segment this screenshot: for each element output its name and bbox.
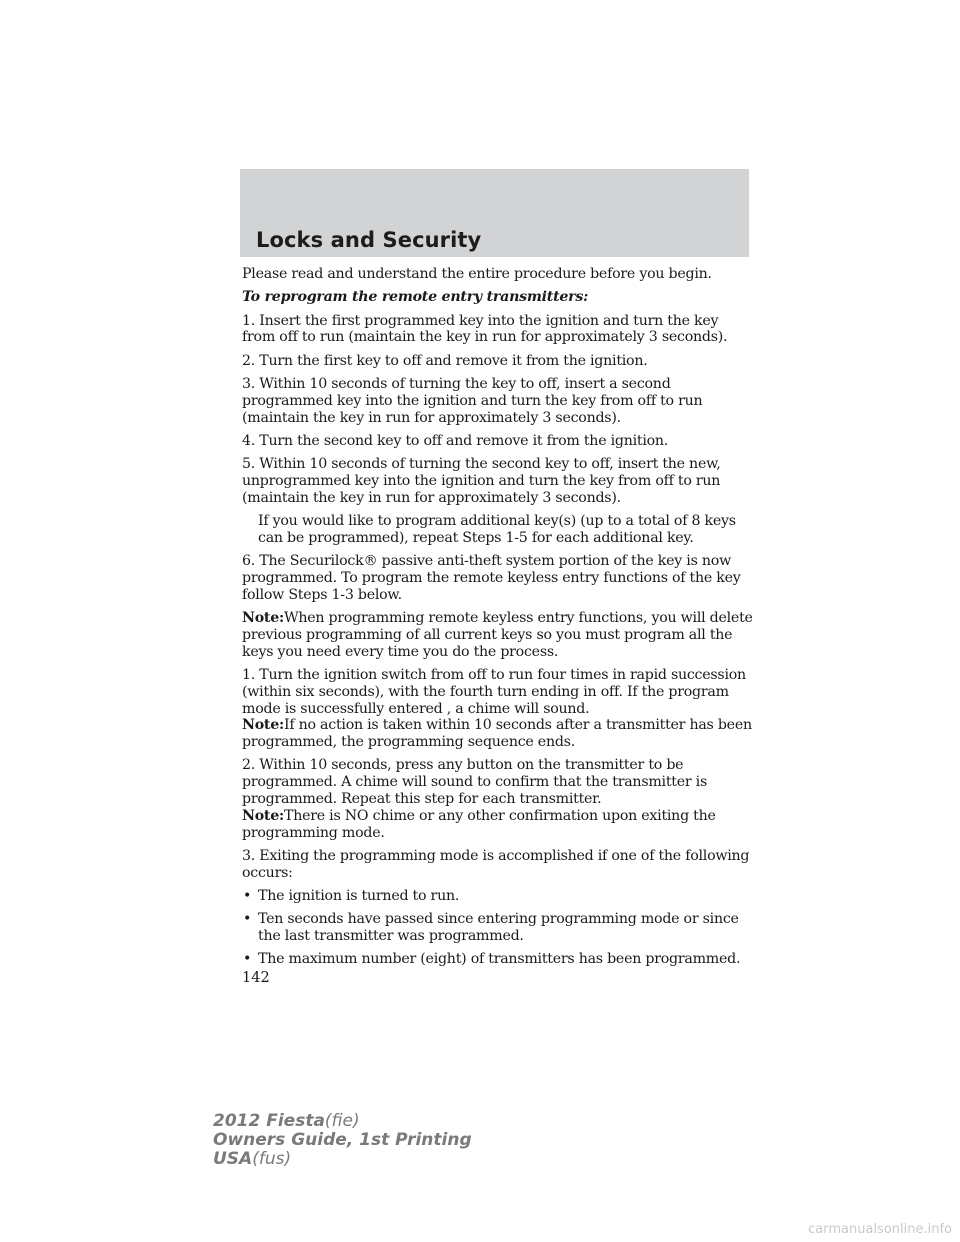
step-6: 6. The Securilock® passive anti-theft system portion of the key is now programmed. To program the remote keyless entry functions of the key follow Steps 1-3 below. [242, 553, 741, 603]
bullet-item [242, 951, 754, 968]
footer-region: USA [213, 1149, 253, 1169]
footer-model: 2012 Fiesta [213, 1111, 325, 1131]
step-5: 5. Within 10 seconds of turning the second key to off, insert the new, unprogrammed key into the ignition and turn the key from off to run (maintain the key in run for approximately 3 seconds). [242, 456, 721, 506]
bullet-item [242, 888, 754, 905]
page-body [242, 266, 754, 975]
bullet-text: Ten seconds have passed since entering programming mode or since the last transmitter was programmed. [258, 911, 739, 945]
intro-paragraph: Please read and understand the entire procedure before you begin. [242, 266, 712, 282]
rke-step-3: 3. Exiting the programming mode is accomplished if one of the following occurs: [242, 847, 750, 881]
procedure-subheading: To reprogram the remote entry transmitters: [242, 289, 589, 306]
note-1 [242, 610, 754, 660]
bullet-icon: • [243, 888, 252, 904]
note-label: Note: [242, 610, 284, 627]
footer-guide: Owners Guide, 1st Printing [213, 1130, 472, 1150]
bullet-text: The ignition is turned to run. [258, 888, 460, 904]
section-title: Locks and Security [256, 228, 482, 252]
step-4: 4. Turn the second key to off and remove it from the ignition. [242, 432, 669, 449]
step-3: 3. Within 10 seconds of turning the key to off, insert a second programmed key into the ignition and turn the key from off to run (maintain the key in run for approximately 3 seconds). [242, 375, 703, 426]
print-footer [213, 1112, 472, 1169]
bullet-item [242, 911, 754, 945]
step-2: 2. Turn the first key to off and remove it from the ignition. [242, 352, 648, 369]
note-3-text: There is NO chime or any other confirmation upon exiting the programming mode. [242, 807, 716, 841]
note-label: Note: [242, 717, 284, 734]
note-3 [242, 808, 754, 842]
bullet-icon: • [243, 951, 252, 968]
note-1-text: When programming remote keyless entry functions, you will delete previous programming of all current keys so you must program all the keys you need every time you do the process. [242, 610, 753, 660]
step-1: 1. Insert the first programmed key into the ignition and turn the key from off to run (maintain the key in run for approximately 3 seconds). [242, 312, 728, 346]
footer-model-code: (fie) [324, 1111, 360, 1131]
note-2-text: If no action is taken within 10 seconds after a transmitter has been programmed, the programming sequence ends. [242, 717, 752, 751]
rke-step-1: 1. Turn the ignition switch from off to run four times in rapid succession (within six seconds), with the fourth turn ending in off. If the program mode is successfully entered , a chime will sound. [242, 666, 746, 717]
footer-model-line [213, 1112, 472, 1131]
note-2 [242, 717, 754, 751]
additional-keys-paragraph: If you would like to program additional key(s) (up to a total of 8 keys can be programmed), repeat Steps 1-5 for each additional key. [258, 513, 736, 546]
footer-region-code: (fus) [252, 1149, 292, 1169]
bullet-text: The maximum number (eight) of transmitters has been programmed. [258, 951, 741, 968]
page-number: 142 [242, 970, 270, 986]
watermark: carmanualsonline.info [808, 1222, 952, 1237]
rke-step-2: 2. Within 10 seconds, press any button on the transmitter to be programmed. A chime will sound to confirm that the transmitter is programmed. Repeat this step for each transmitter. [242, 757, 707, 808]
note-label: Note: [242, 807, 284, 824]
bullet-icon: • [243, 911, 252, 928]
footer-region-line [213, 1150, 472, 1169]
